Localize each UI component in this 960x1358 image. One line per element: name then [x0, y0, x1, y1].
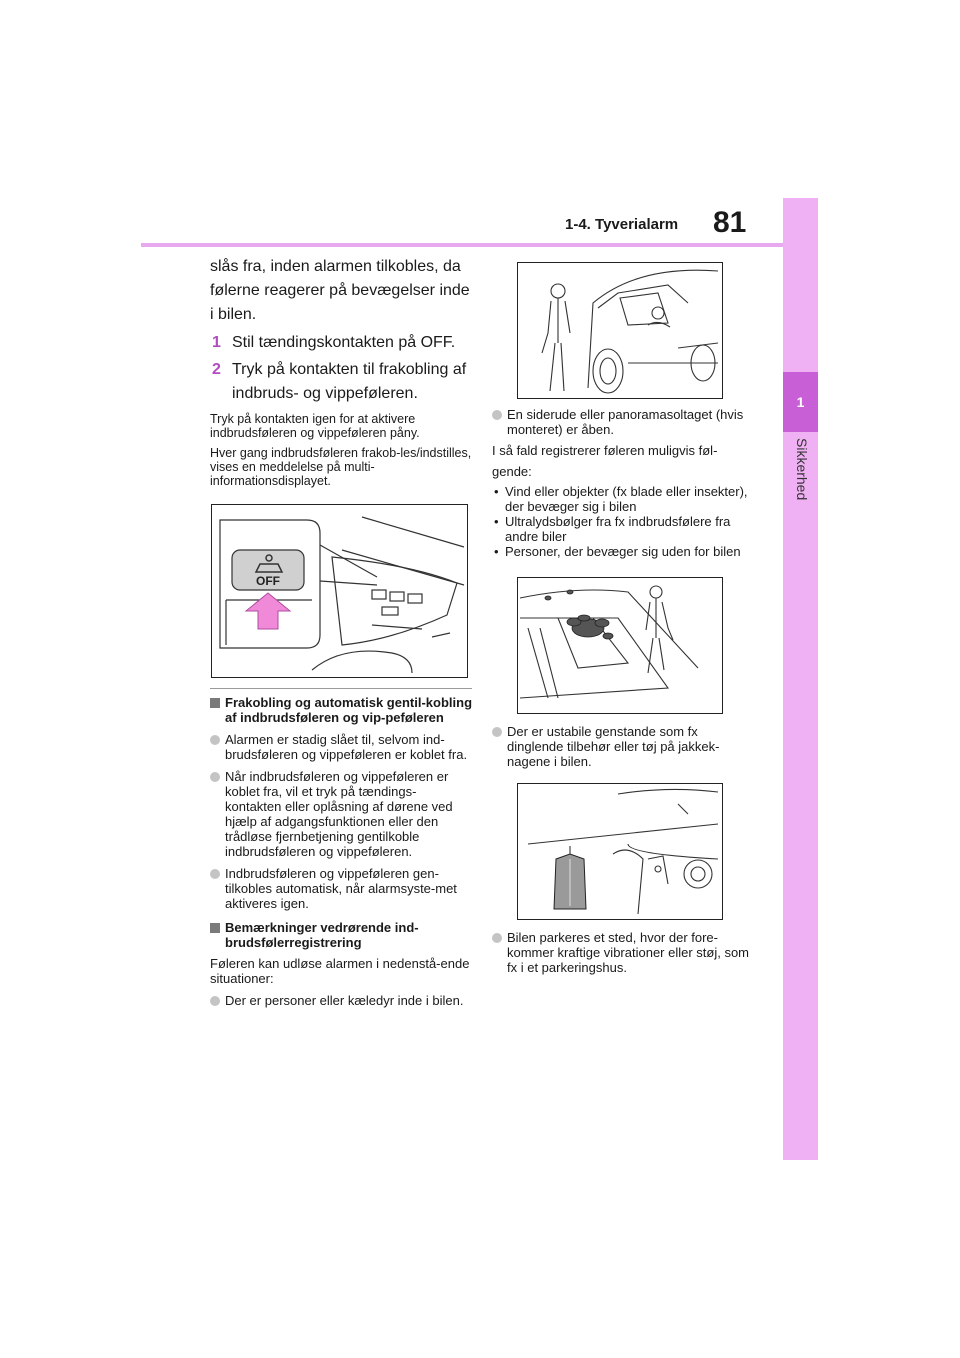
section-heading: [210, 920, 472, 950]
section-title: 1-4. Tyverialarm: [565, 216, 679, 233]
sub-bullet-icon: •: [494, 484, 499, 499]
bullet-text: Der er personer eller kæledyr inde i bilen.: [225, 993, 464, 1008]
section-divider: [210, 688, 472, 689]
list-item: [492, 724, 754, 769]
chapter-tab: [783, 198, 818, 1160]
press-arrow-icon: [246, 593, 290, 629]
bullet-icon: [492, 410, 502, 420]
sub-list-item: [492, 514, 754, 544]
bullet-icon: [210, 996, 220, 1006]
sub-list-item: [492, 544, 754, 559]
figure-overhead-console: [211, 504, 468, 678]
step-2: [210, 358, 472, 406]
list-item: [210, 769, 472, 859]
note-display: Hver gang indbrudsføleren frakob-les/indstilles, vises en meddelelse på multi-informationsdisplayet.: [210, 446, 472, 488]
sub-list-item: [492, 484, 754, 514]
bullet-text: Alarmen er stadig slået til, selvom ind-brudsføleren og vippeføleren er koblet fra.: [225, 732, 468, 762]
step-text: Stil tændingskontakten på OFF.: [232, 334, 456, 351]
lead-paragraph: slås fra, inden alarmen tilkobles, da følerne reagerer på bevægelser inde i bilen.: [210, 258, 470, 323]
list-item: [492, 407, 754, 437]
bullet-text: Bilen parkeres et sted, hvor der fore-kommer kraftige vibrationer eller støj, som fx i et parkeringshus.: [507, 930, 750, 975]
section-heading-text: Bemærkninger vedrørende ind-brudsfølerregistrering: [225, 920, 419, 950]
list-item: [210, 732, 472, 762]
section-square-icon: [210, 698, 220, 708]
bullet-icon: [210, 772, 220, 782]
section-heading-text: Frakobling og automatisk gentil-kobling af indbrudsføleren og vip-peføleren: [225, 695, 473, 725]
bullet-icon: [210, 869, 220, 879]
sub-item-text: Personer, der bevæger sig uden for bilen: [505, 544, 741, 559]
figure-hanging-clothes: [517, 783, 723, 920]
right-column: [492, 255, 754, 975]
sub-bullet-icon: •: [494, 544, 499, 559]
section-heading: [210, 695, 472, 725]
bullet-text: En siderude eller panoramasoltaget (hvis monteret) er åben.: [507, 407, 744, 437]
sub-bullet-icon: •: [494, 514, 499, 529]
sub-item-text: Vind eller objekter (fx blade eller insekter), der bevæger sig i bilen: [505, 484, 748, 514]
bullet-text: Når indbrudsføleren og vippeføleren er koblet fra, vil et tryk på tændings-kontakten eller oplåsning af dørene ved hjælp af adgangsfunktionen eller den trådløse fjernbetjening gentilkoble indbrudsføleren og vippeføleren.: [225, 769, 453, 859]
bullet-icon: [492, 933, 502, 943]
list-item: [492, 930, 754, 975]
step-number: 2: [212, 361, 221, 378]
header-rule: [141, 243, 783, 247]
step-1: [210, 331, 472, 355]
figure-sunroof-leaves: [517, 577, 723, 714]
bullet-icon: [492, 727, 502, 737]
paragraph: I så fald registrerer føleren muligvis føl-gende:: [492, 443, 718, 479]
sub-item-text: Ultralydsbølger fra fx indbrudsfølere fra andre biler: [505, 514, 731, 544]
step-text: Tryk på kontakten til frakobling af indbruds- og vippeføleren.: [232, 361, 467, 402]
list-item: [210, 993, 472, 1008]
section-intro: Føleren kan udløse alarmen i nedenstå-ende situationer:: [210, 956, 470, 986]
list-item: [210, 866, 472, 911]
left-column: [210, 255, 472, 1008]
chapter-number: 1: [783, 372, 818, 432]
step-number: 1: [212, 334, 221, 351]
chapter-title: Sikkerhed: [794, 438, 810, 501]
page-number: 81: [713, 206, 747, 239]
bullet-text: Der er ustabile genstande som fx dinglende tilbehør eller tøj på jakkek-nagene i bilen.: [507, 724, 720, 769]
note-reactivate: Tryk på kontakten igen for at aktivere indbrudsføleren og vippeføleren påny.: [210, 412, 420, 440]
bullet-icon: [210, 735, 220, 745]
section-square-icon: [210, 923, 220, 933]
off-button-label: OFF: [256, 574, 280, 588]
figure-open-window: [517, 262, 723, 399]
bullet-text: Indbrudsføleren og vippeføleren gen-tilkobles automatisk, når alarmsyste-met aktiveres igen.: [225, 866, 457, 911]
